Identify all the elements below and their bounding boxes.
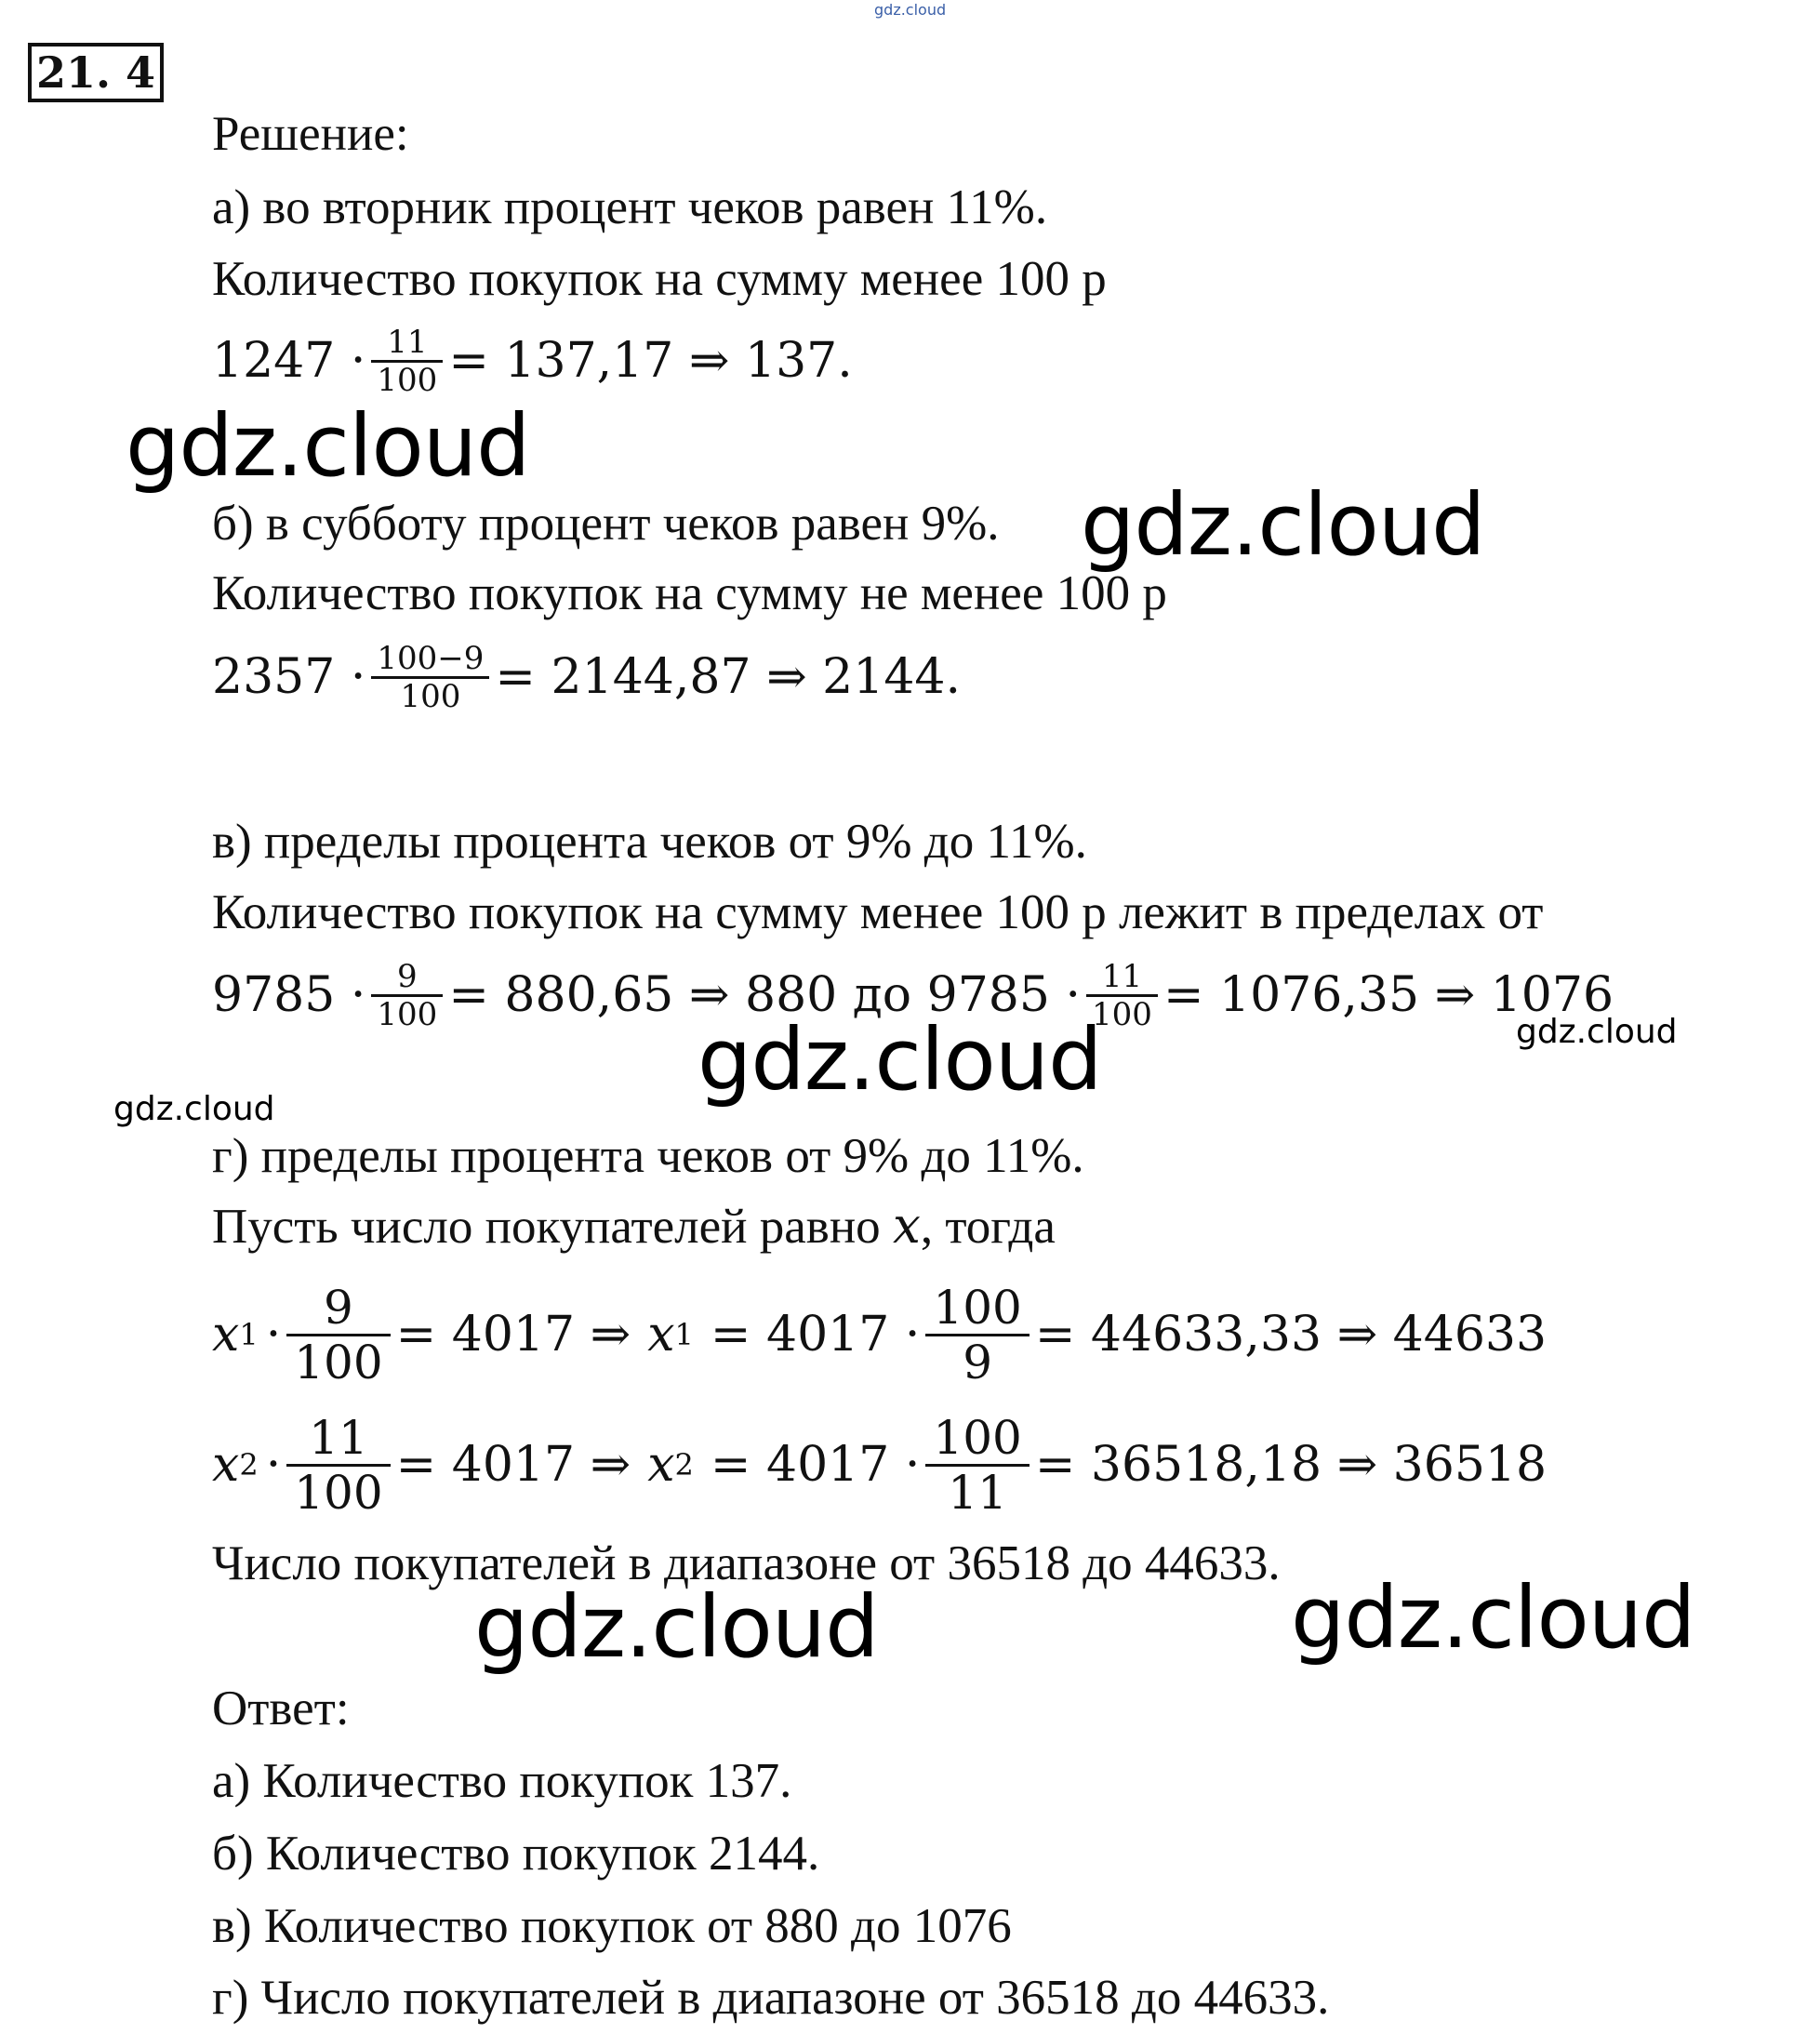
text: , тогда xyxy=(920,1200,1056,1254)
fraction xyxy=(371,325,443,398)
fraction xyxy=(371,959,443,1032)
part-b-line1: б) в субботу процент чеков равен 9%. xyxy=(212,497,1000,551)
fraction-numerator: 11 xyxy=(387,323,428,361)
part-d-calculation-2 xyxy=(212,1395,1547,1535)
fraction xyxy=(925,1412,1029,1519)
fraction-numerator: 100 xyxy=(933,1410,1022,1465)
part-c-line1: в) пределы процента чеков от 9% до 11%. xyxy=(212,815,1087,869)
fraction-numerator: 100−9 xyxy=(377,639,485,677)
solution-heading: Решение: xyxy=(212,107,409,161)
fraction xyxy=(371,641,489,714)
subscript: 1 xyxy=(674,1317,694,1352)
fraction-numerator: 100 xyxy=(933,1280,1022,1335)
calc-right: = 1076,35 ⇒ 1076 xyxy=(1162,967,1614,1023)
calc-left: 1247 · xyxy=(212,333,366,389)
calc-middle: = 880,65 ⇒ 880 до 9785 · xyxy=(448,967,1082,1023)
calc-middle: = 4017 · xyxy=(710,1437,921,1493)
watermark: gdz.cloud xyxy=(1291,1568,1695,1668)
subscript: 2 xyxy=(239,1447,259,1482)
part-d-line1: г) пределы процента чеков от 9% до 11%. xyxy=(212,1129,1084,1183)
watermark: gdz.cloud xyxy=(474,1577,879,1677)
problem-number: 21. 4 xyxy=(28,43,164,102)
part-a-line1: а) во вторник процент чеков равен 11%. xyxy=(212,180,1048,234)
calc-left: 2357 · xyxy=(212,649,366,705)
calc-left: 9785 · xyxy=(212,967,366,1023)
fraction-numerator: 9 xyxy=(324,1280,353,1335)
part-a-calculation xyxy=(212,324,853,398)
answer-c: в) Количество покупок от 880 до 1076 xyxy=(212,1899,1012,1953)
variable: x xyxy=(212,1437,240,1493)
subscript: 2 xyxy=(674,1447,694,1482)
calc-right: = 137,17 ⇒ 137. xyxy=(448,333,853,389)
dot: · xyxy=(265,1307,282,1363)
fraction-denominator: 100 xyxy=(377,361,438,399)
variable: x xyxy=(892,1198,921,1255)
part-b-line2: Количество покупок на сумму не менее 100 р xyxy=(212,566,1167,620)
part-d-calculation-1 xyxy=(212,1265,1547,1404)
answer-b: б) Количество покупок 2144. xyxy=(212,1827,820,1881)
calc-middle: = 4017 · xyxy=(710,1307,921,1363)
watermark: gdz.cloud xyxy=(126,396,530,496)
watermark: gdz.cloud xyxy=(113,1090,275,1128)
fraction xyxy=(286,1412,390,1519)
watermark: gdz.cloud xyxy=(1081,475,1485,575)
part-a-line2: Количество покупок на сумму менее 100 р xyxy=(212,252,1107,306)
fraction-denominator: 11 xyxy=(948,1465,1007,1520)
fraction-denominator: 100 xyxy=(294,1465,383,1520)
watermark: gdz.cloud xyxy=(697,1010,1102,1110)
calc-middle: = 4017 ⇒ xyxy=(395,1307,631,1363)
fraction-numerator: 9 xyxy=(397,957,418,995)
text: Пусть число покупателей равно xyxy=(212,1200,893,1254)
calc-right: = 44633,33 ⇒ 44633 xyxy=(1034,1307,1548,1363)
calc-right: = 36518,18 ⇒ 36518 xyxy=(1034,1437,1548,1493)
fraction-denominator: 9 xyxy=(963,1335,993,1389)
fraction-numerator: 11 xyxy=(1101,957,1143,995)
fraction xyxy=(286,1282,390,1389)
top-watermark: gdz.cloud xyxy=(874,1,947,19)
watermark: gdz.cloud xyxy=(1516,1013,1678,1051)
answer-heading: Ответ: xyxy=(212,1682,350,1735)
dot: · xyxy=(265,1437,282,1493)
fraction-denominator: 100 xyxy=(377,995,438,1033)
answer-a: а) Количество покупок 137. xyxy=(212,1754,792,1808)
part-b-calculation xyxy=(212,640,961,714)
fraction-denominator: 100 xyxy=(400,677,461,715)
part-d-line2 xyxy=(212,1199,1056,1255)
fraction-numerator: 11 xyxy=(309,1410,368,1465)
part-d-line3: Число покупателей в диапазоне от 36518 до 44633. xyxy=(212,1536,1281,1590)
calc-middle: = 4017 ⇒ xyxy=(395,1437,631,1493)
fraction-denominator: 100 xyxy=(1092,995,1152,1033)
answer-d: г) Число покупателей в диапазоне от 36518 до 44633. xyxy=(212,1971,1330,2025)
subscript: 1 xyxy=(239,1317,259,1352)
variable: x xyxy=(647,1307,675,1363)
variable: x xyxy=(212,1307,240,1363)
calc-right: = 2144,87 ⇒ 2144. xyxy=(495,649,962,705)
fraction xyxy=(925,1282,1029,1389)
variable: x xyxy=(647,1437,675,1493)
part-c-line2: Количество покупок на сумму менее 100 р лежит в пределах от xyxy=(212,885,1544,939)
fraction-denominator: 100 xyxy=(294,1335,383,1389)
